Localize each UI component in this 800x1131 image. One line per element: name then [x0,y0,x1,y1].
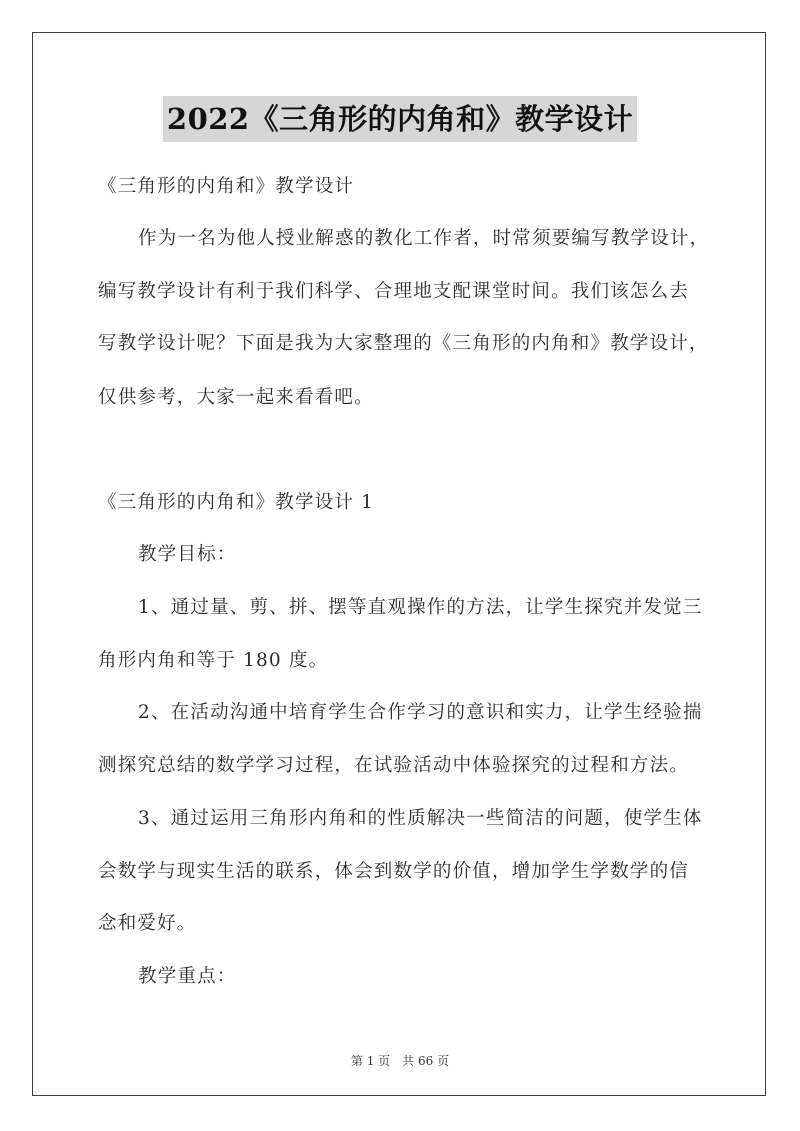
paragraph-line: 作为一名为他人授业解惑的教化工作者，时常须要编写教学设计， [138,228,710,249]
document-title: 2022《三角形的内角和》教学设计 [163,96,637,142]
section-heading: 《三角形的内角和》教学设计 [98,176,355,197]
paragraph-line: 测探究总结的数学学习过程，在试验活动中体验探究的过程和方法。 [98,755,690,776]
paragraph-line: 角形内角和等于 180 度。 [98,650,329,671]
paragraph-line: 念和爱好。 [98,913,197,934]
paragraph-line: 2、在活动沟通中培育学生合作学习的意识和实力，让学生经验揣 [138,702,703,723]
paragraph-line: 写教学设计呢？下面是我为大家整理的《三角形的内角和》教学设计， [98,333,709,354]
paragraph-line: 3、通过运用三角形内角和的性质解决一些简洁的问题，使学生体 [138,808,703,829]
page-footer [0,1052,800,1069]
paragraph-line: 仅供参考，大家一起来看看吧。 [98,387,374,408]
subheading: 教学重点： [138,966,237,987]
title-container [0,96,800,142]
page-number: 第 1 页 共 66 页 [350,1054,450,1068]
paragraph-line: 会数学与现实生活的联系，体会到数学的价值，增加学生学数学的信 [98,861,690,882]
paragraph-line: 编写教学设计有利于我们科学、合理地支配课堂时间。我们该怎么去 [98,281,690,302]
paragraph-line: 1、通过量、剪、拼、摆等直观操作的方法，让学生探究并发觉三 [138,597,703,618]
section-heading: 《三角形的内角和》教学设计 1 [98,492,375,513]
subheading: 教学目标： [138,544,237,565]
